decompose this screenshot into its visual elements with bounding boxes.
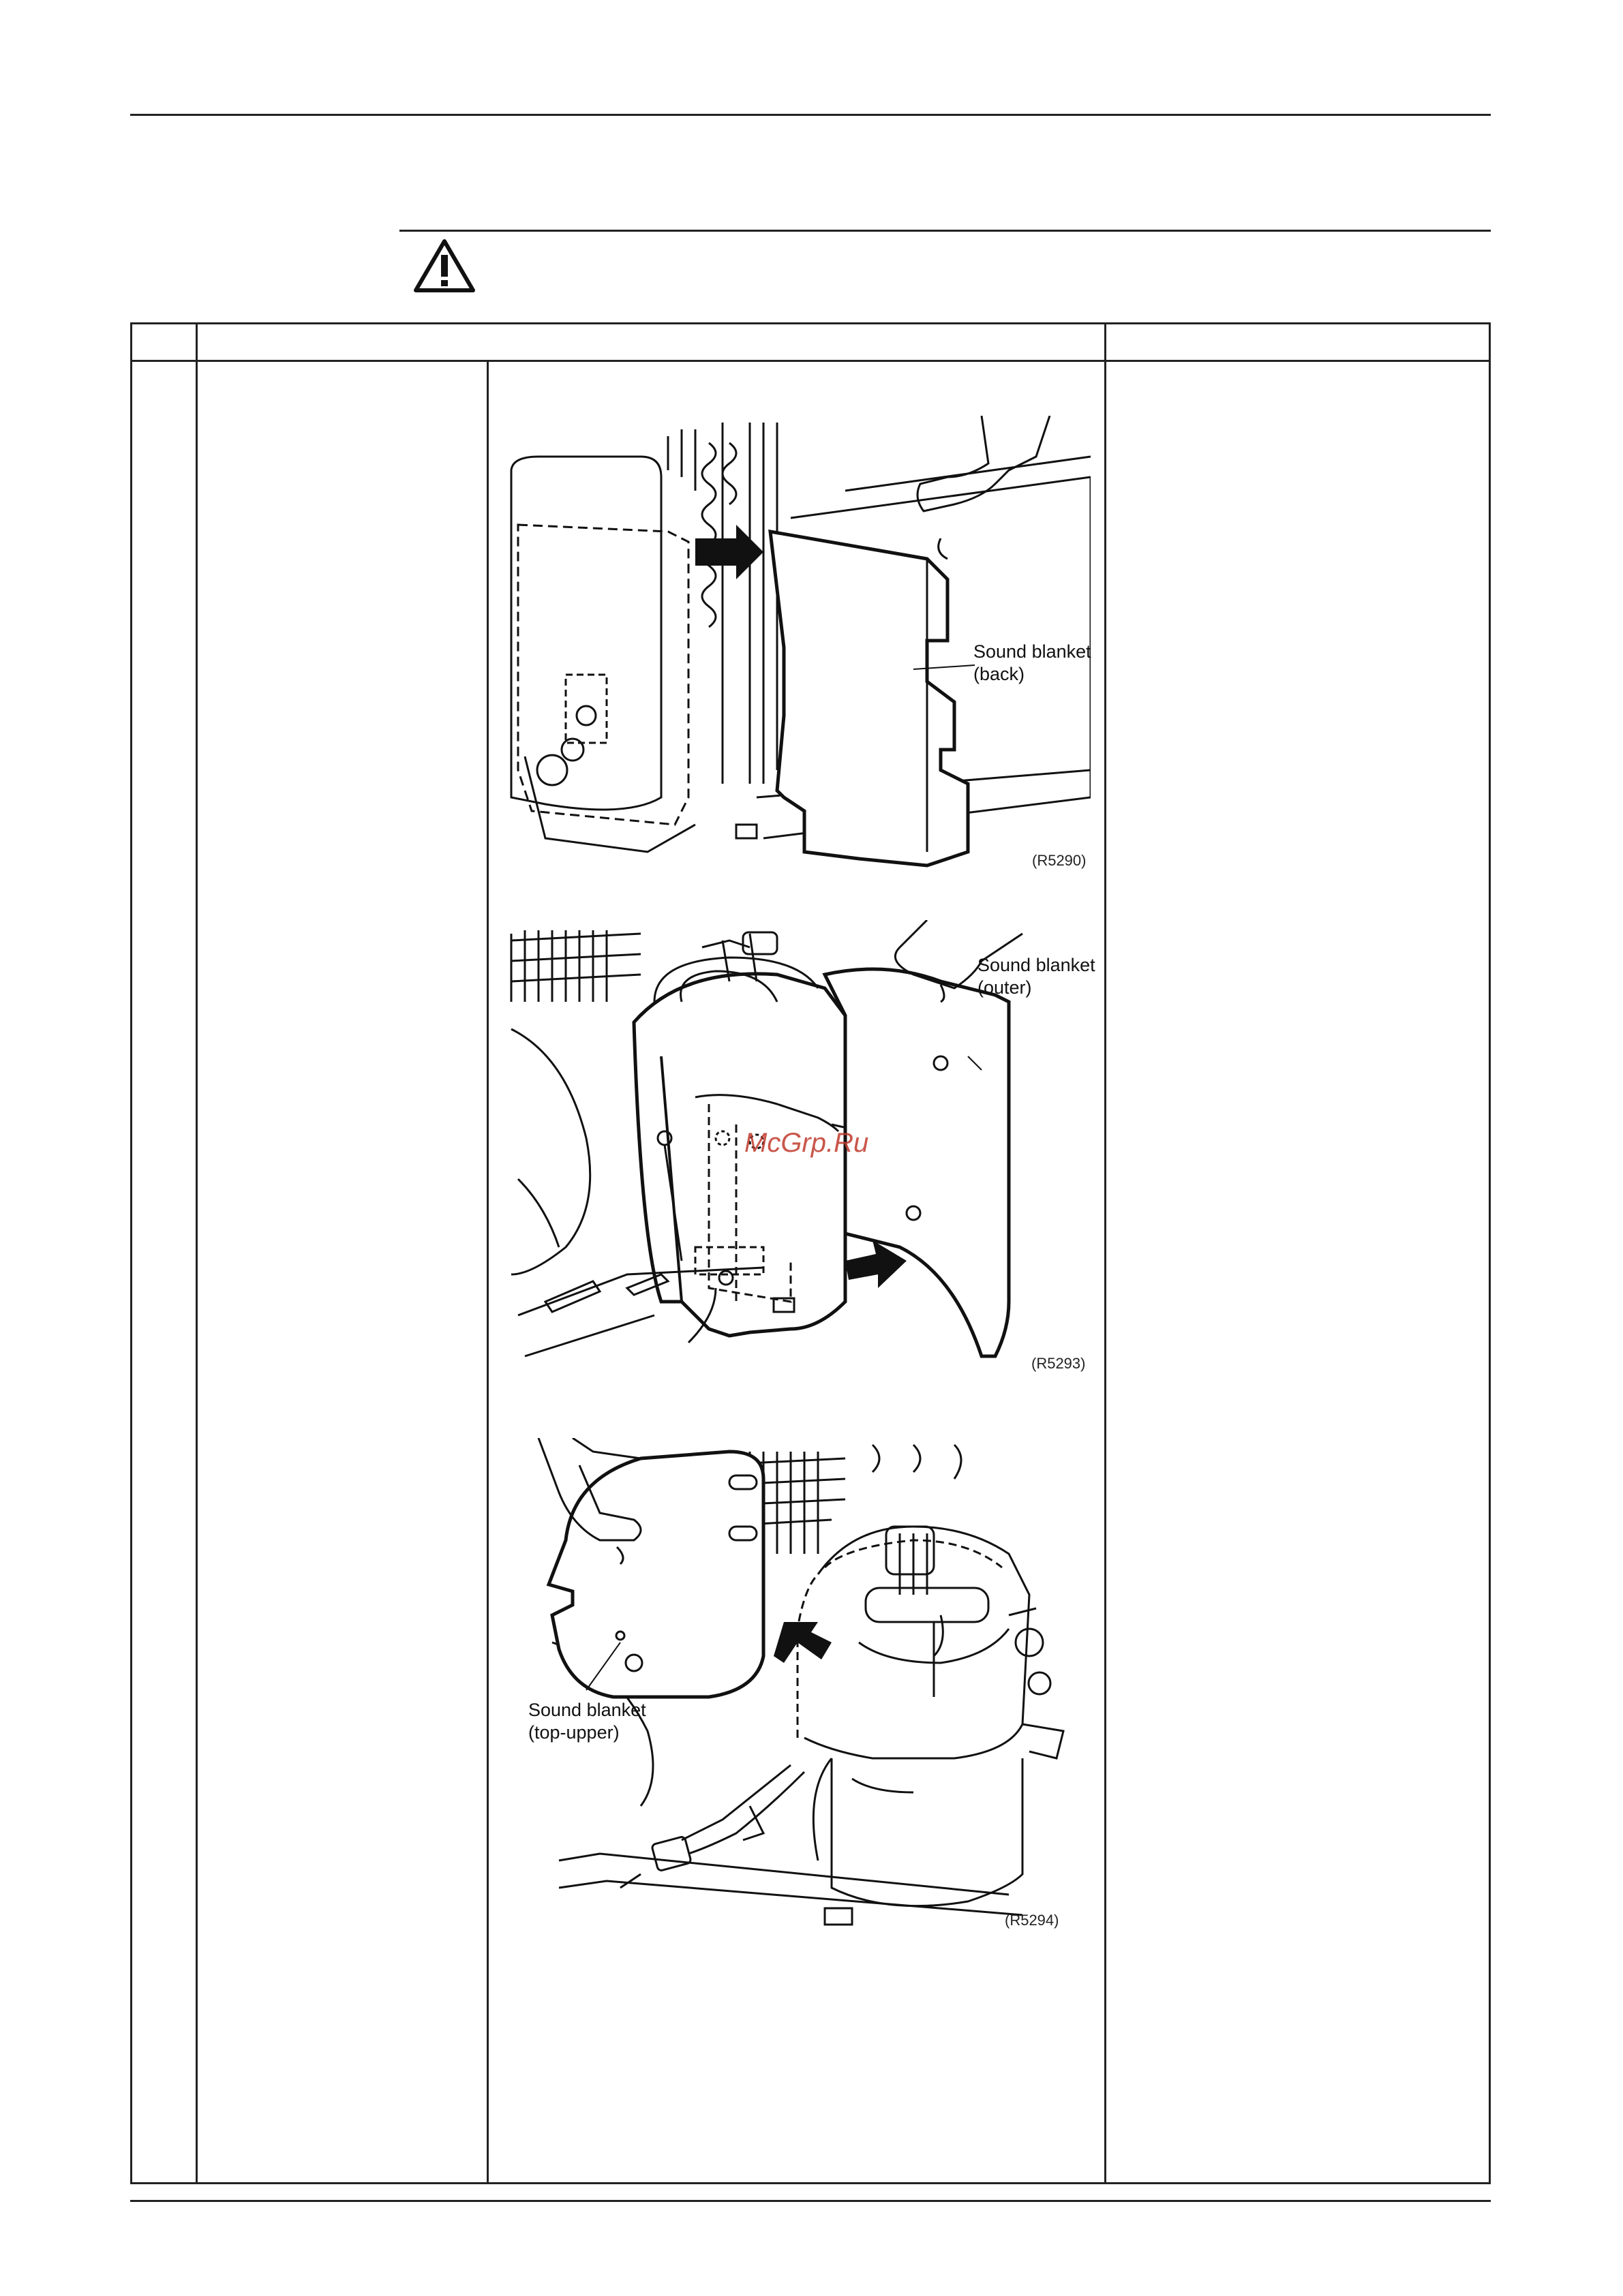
- watermark-text: McGrp.Ru: [744, 1128, 869, 1158]
- figure-1-code: (R5290): [1032, 852, 1087, 869]
- figure-1-label-line1: Sound blanket: [973, 641, 1091, 662]
- figure-2-code: (R5293): [1031, 1355, 1086, 1372]
- figure-2-label-line1: Sound blanket: [977, 955, 1095, 975]
- table-header-rule: [132, 360, 1489, 362]
- figure-3-label: [528, 1699, 646, 1744]
- figure-1-label-line2: (back): [973, 664, 1025, 684]
- column-divider-figure: [487, 360, 489, 2182]
- figure-sound-blanket-top-upper: [532, 1438, 1077, 1929]
- column-divider-step: [196, 324, 198, 2182]
- figure-2-label: [977, 954, 1095, 999]
- warning-triangle-icon: [413, 239, 476, 293]
- figure-3-label-line2: (top-upper): [528, 1722, 620, 1743]
- figure-1-label: [973, 641, 1091, 686]
- figure-3-label-line1: Sound blanket: [528, 1700, 646, 1720]
- figure-3-code: (R5294): [1005, 1912, 1059, 1929]
- figure-2-label-line2: (outer): [977, 977, 1032, 998]
- caution-rule: [399, 230, 1491, 232]
- footer-rule: [130, 2200, 1491, 2202]
- header-rule: [130, 114, 1491, 116]
- column-divider-notes: [1104, 324, 1106, 2182]
